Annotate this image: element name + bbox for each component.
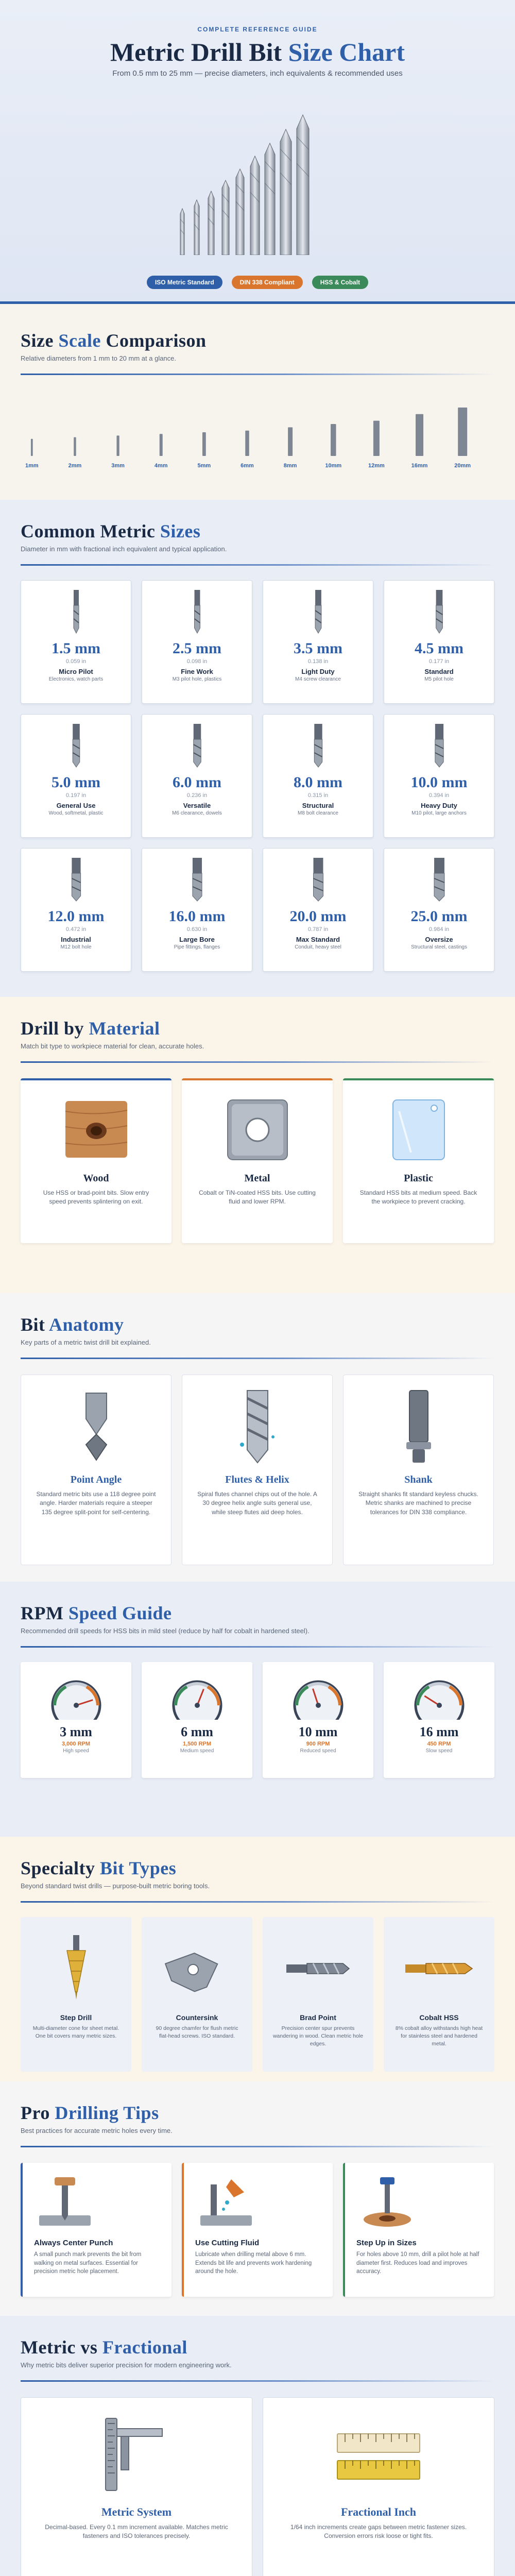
size-inch: 0.472 in	[65, 926, 87, 933]
scale-bit	[198, 432, 211, 469]
drill-bit-icon	[61, 588, 92, 634]
section-title	[21, 1857, 494, 1879]
section-subtitle: Diameter in mm with fractional inch equivalent and typical application.	[21, 545, 227, 553]
drill-bit-icon	[424, 722, 455, 768]
title-accent: Material	[89, 1018, 160, 1039]
specialty-desc: 90 degree chamfer for flush metric flat-head screws. ISO standard.	[156, 2025, 238, 2040]
scale-label: 4mm	[154, 463, 168, 469]
scale-label: 12mm	[368, 463, 385, 469]
compare-desc: 1/64 inch increments create gaps between metric fastener sizes. Conversion errors risk loose or tight fits.	[290, 2523, 467, 2540]
step-up-sizes-icon	[356, 2174, 418, 2231]
size-use: M4 screw clearance	[295, 676, 341, 682]
tip-card-cutting-fluid	[182, 2163, 333, 2297]
tip-name: Step Up in Sizes	[356, 2239, 417, 2247]
speed-gauge-icon	[166, 1673, 228, 1720]
anatomy-section	[0, 1293, 515, 1582]
scale-bit	[241, 431, 254, 469]
size-use: M12 bolt hole	[60, 944, 92, 950]
size-inch: 0.059 in	[65, 658, 87, 665]
size-use: M10 pilot, large anchors	[411, 810, 467, 816]
hero-subtitle: From 0.5 mm to 25 mm — precise diameters, inch equivalents & recommended uses	[112, 69, 403, 78]
specialty-card-countersink	[142, 1917, 252, 2072]
rpm-label: Medium speed	[180, 1748, 214, 1754]
size-inch: 0.138 in	[307, 658, 329, 665]
drill-bit-icon	[61, 722, 92, 768]
size-use: M3 pilot hole, plastics	[172, 676, 222, 682]
size-category: Oversize	[425, 936, 453, 943]
title-word: RPM	[21, 1603, 64, 1623]
specialty-card-brad	[263, 1917, 373, 2072]
size-mm: 10.0 mm	[410, 774, 468, 791]
section-rule	[21, 2380, 494, 2382]
size-category: Heavy Duty	[421, 802, 457, 809]
size-mm: 5.0 mm	[52, 774, 100, 791]
rpm-value: 3,000 RPM	[61, 1741, 91, 1747]
anatomy-desc: Spiral flutes channel chips out of the hole. A 30 degree helix angle suits general use, while steep flutes aid deep holes.	[197, 1490, 317, 1516]
title-word: vs	[80, 2337, 98, 2358]
size-category: Structural	[302, 802, 334, 809]
title-word: Metric	[21, 2337, 76, 2358]
rpm-card	[21, 1662, 131, 1778]
section-title	[21, 1018, 494, 1039]
size-use: Conduit, heavy steel	[295, 944, 341, 950]
drill-bit-icon	[303, 856, 334, 902]
title-word: Common Metric	[21, 521, 156, 541]
size-card-grid	[21, 580, 494, 972]
badge-din: DIN 338 Compliant	[232, 276, 303, 289]
size-mm: 20.0 mm	[289, 908, 347, 925]
size-card	[142, 714, 252, 838]
size-inch: 0.177 in	[428, 658, 450, 665]
size-card	[21, 848, 131, 972]
title-word: Comparison	[106, 330, 207, 351]
badge-iso: ISO Metric Standard	[147, 276, 222, 289]
drill-bit-icon	[424, 588, 455, 634]
specialty-desc: Precision center spur prevents wandering in wood. Clean metric hole edges.	[272, 2025, 364, 2047]
metal-plate-icon	[221, 1096, 294, 1163]
page-title	[0, 37, 515, 67]
title-accent: Speed Guide	[68, 1603, 172, 1623]
material-desc: Use HSS or brad-point bits. Slow entry speed prevents splintering on exit.	[43, 1189, 149, 1206]
section-rule	[21, 1061, 494, 1063]
size-use: M8 bolt clearance	[298, 810, 338, 816]
title-accent: Scale	[58, 330, 101, 351]
section-rule	[21, 374, 494, 375]
point-angle-icon	[65, 1388, 127, 1465]
section-subtitle: Why metric bits deliver superior precision for modern engineering work.	[21, 2361, 232, 2369]
tip-desc: A small punch mark prevents the bit from walking on metal surfaces. Essential for precision metric hole placement.	[34, 2251, 142, 2275]
caliper-icon	[85, 2413, 188, 2496]
title-accent: Drilling Tips	[55, 2103, 159, 2123]
section-title	[21, 2336, 494, 2358]
anatomy-name: Shank	[404, 1474, 433, 1485]
rpm-value: 900 RPM	[306, 1741, 330, 1747]
rpm-size: 16 mm	[419, 1724, 459, 1739]
size-mm: 4.5 mm	[415, 640, 464, 657]
scale-bit	[454, 408, 471, 469]
anatomy-name: Point Angle	[70, 1474, 122, 1485]
specialty-desc: 8% cobalt alloy withstands high heat for stainless steel and hardened metal.	[395, 2025, 483, 2047]
material-section	[0, 997, 515, 1293]
tip-name: Always Center Punch	[34, 2239, 113, 2247]
scale-bit	[284, 427, 297, 469]
specialty-card-cobalt	[384, 1917, 494, 2072]
speed-gauge-icon	[45, 1673, 107, 1720]
section-title	[21, 2102, 494, 2124]
cutting-fluid-icon	[195, 2174, 257, 2231]
tip-card-step-up	[343, 2163, 494, 2297]
countersink-icon	[161, 1933, 233, 2005]
rpm-card-grid	[21, 1662, 494, 1778]
ruler-icon	[327, 2413, 430, 2496]
drill-bit-icon	[61, 856, 92, 902]
size-card	[263, 580, 373, 704]
size-inch: 0.315 in	[307, 792, 329, 799]
size-use: Pipe fittings, flanges	[174, 944, 220, 950]
scale-label: 2mm	[68, 463, 82, 469]
size-mm: 2.5 mm	[173, 640, 221, 657]
title-word: Size	[21, 330, 54, 351]
scale-label: 6mm	[241, 463, 254, 469]
section-subtitle: Recommended drill speeds for HSS bits in mild steel (reduce by half for cobalt in hardened steel).	[21, 1627, 310, 1635]
scale-label: 10mm	[325, 463, 342, 469]
compare-name: Fractional Inch	[340, 2505, 417, 2518]
section-title	[21, 1314, 494, 1335]
title-accent: Sizes	[160, 521, 201, 541]
scale-label: 16mm	[411, 463, 428, 469]
drill-bit-icon	[424, 856, 455, 902]
size-card	[263, 848, 373, 972]
material-desc: Cobalt or TiN-coated HSS bits. Use cutting fluid and lower RPM.	[199, 1189, 316, 1206]
material-card-metal	[182, 1078, 333, 1243]
scale-bit	[68, 437, 82, 469]
rpm-size: 10 mm	[298, 1724, 338, 1739]
plastic-sheet-icon	[383, 1096, 455, 1163]
section-rule	[21, 1358, 494, 1359]
size-scale-section	[0, 304, 515, 500]
speed-gauge-icon	[408, 1673, 470, 1720]
scale-label: 3mm	[111, 463, 125, 469]
common-sizes-section	[0, 500, 515, 997]
tip-card-center-punch	[21, 2163, 171, 2297]
rpm-card	[384, 1662, 494, 1778]
brad-point-icon	[282, 1933, 354, 2005]
hero-badges	[0, 276, 515, 289]
center-punch-icon	[34, 2174, 96, 2231]
section-subtitle: Match bit type to workpiece material for clean, accurate holes.	[21, 1042, 204, 1050]
title-accent: Fractional	[102, 2337, 187, 2358]
section-subtitle: Key parts of a metric twist drill bit explained.	[21, 1338, 151, 1346]
rpm-label: Reduced speed	[300, 1748, 336, 1754]
size-mm: 6.0 mm	[173, 774, 221, 791]
size-card	[142, 848, 252, 972]
rpm-size: 6 mm	[181, 1724, 213, 1739]
section-rule	[21, 2146, 494, 2147]
drill-bit-icon	[303, 722, 334, 768]
size-use: M6 clearance, dowels	[172, 810, 222, 816]
size-category: Light Duty	[301, 668, 335, 675]
size-card	[384, 714, 494, 838]
anatomy-desc: Standard metric bits use a 118 degree point angle. Harder materials require a steeper 135 degree split-point for self-centering.	[36, 1490, 156, 1516]
section-title	[21, 1602, 494, 1624]
wood-block-icon	[60, 1096, 132, 1163]
size-mm: 1.5 mm	[52, 640, 100, 657]
size-use: Electronics, watch parts	[48, 676, 104, 682]
scale-bit	[25, 439, 39, 469]
drill-bit-icon	[303, 588, 334, 634]
rpm-size: 3 mm	[60, 1724, 92, 1739]
badge-hss: HSS & Cobalt	[312, 276, 368, 289]
tip-desc: For holes above 10 mm, drill a pilot hole at half diameter first. Reduces load and improves accuracy.	[356, 2251, 479, 2275]
title-word: Drill by	[21, 1018, 84, 1039]
hero-eyebrow: COMPLETE REFERENCE GUIDE	[197, 26, 318, 33]
size-mm: 16.0 mm	[168, 908, 226, 925]
specialty-card-step	[21, 1917, 131, 2072]
size-use: Wood, softmetal, plastic	[48, 810, 104, 816]
anatomy-card-point	[21, 1375, 171, 1565]
size-inch: 0.197 in	[65, 792, 87, 799]
anatomy-name: Flutes & Helix	[225, 1474, 289, 1485]
compare-card-metric	[21, 2397, 252, 2576]
rpm-section	[0, 1582, 515, 1837]
material-card-plastic	[343, 1078, 494, 1243]
size-card	[142, 580, 252, 704]
specialty-desc: Multi-diameter cone for sheet metal. One bit covers many metric sizes.	[32, 2025, 119, 2040]
title-accent: Anatomy	[49, 1314, 124, 1335]
scale-bit	[368, 421, 385, 469]
material-card-wood	[21, 1078, 171, 1243]
drill-bits-illustration	[170, 106, 345, 255]
step-drill-icon	[40, 1933, 112, 2005]
hero-section	[0, 0, 515, 304]
scale-label: 5mm	[197, 463, 211, 469]
scale-label: 1mm	[25, 463, 39, 469]
title-word: Bit	[21, 1314, 45, 1335]
rpm-card	[142, 1662, 252, 1778]
section-title	[21, 520, 494, 542]
size-inch: 0.630 in	[186, 926, 208, 933]
compare-desc: Decimal-based. Every 0.1 mm increment available. Matches metric fasteners and ISO tolerances precisely.	[45, 2523, 228, 2540]
material-desc: Standard HSS bits at medium speed. Back the workpiece to prevent cracking.	[359, 1189, 477, 1206]
scale-bit	[111, 435, 125, 469]
section-rule	[21, 564, 494, 566]
rpm-card	[263, 1662, 373, 1778]
section-title	[21, 330, 494, 351]
section-subtitle: Beyond standard twist drills — purpose-built metric boring tools.	[21, 1882, 210, 1890]
tips-section	[0, 2081, 515, 2316]
material-name: Metal	[244, 1173, 270, 1184]
size-category: Industrial	[61, 936, 91, 943]
size-card	[384, 580, 494, 704]
size-mm: 3.5 mm	[294, 640, 342, 657]
material-name: Plastic	[404, 1173, 433, 1184]
title-accent: Bit Types	[100, 1858, 177, 1878]
specialty-name: Cobalt HSS	[419, 2013, 459, 2022]
size-category: Standard	[424, 668, 454, 675]
rpm-value: 1,500 RPM	[182, 1741, 212, 1747]
size-card	[21, 714, 131, 838]
size-inch: 0.787 in	[307, 926, 329, 933]
anatomy-desc: Straight shanks fit standard keyless chucks. Metric shanks are machined to precise tolerances for DIN 338 compliance.	[358, 1490, 478, 1516]
scale-bit	[325, 424, 341, 469]
anatomy-card-flutes	[182, 1375, 333, 1565]
size-inch: 0.098 in	[186, 658, 208, 665]
title-part-2: Size Chart	[288, 38, 405, 66]
size-category: General Use	[56, 802, 96, 809]
size-card	[21, 580, 131, 704]
tip-name: Use Cutting Fluid	[195, 2239, 260, 2247]
size-card	[263, 714, 373, 838]
compare-name: Metric System	[101, 2505, 172, 2518]
scale-label: 20mm	[454, 463, 471, 469]
size-use: Structural steel, castings	[411, 944, 467, 950]
rpm-value: 450 RPM	[427, 1741, 451, 1747]
size-use: M5 pilot hole	[424, 676, 454, 682]
scale-label: 8mm	[283, 463, 297, 469]
rpm-label: High speed	[63, 1748, 89, 1754]
speed-gauge-icon	[287, 1673, 349, 1720]
specialty-name: Brad Point	[300, 2013, 336, 2022]
size-mm: 8.0 mm	[294, 774, 342, 791]
compare-section	[0, 2316, 515, 2576]
shank-icon	[388, 1388, 450, 1465]
size-category: Max Standard	[296, 936, 340, 943]
specialty-name: Step Drill	[60, 2013, 92, 2022]
size-category: Micro Pilot	[59, 668, 93, 675]
title-word: Pro	[21, 2103, 50, 2123]
size-category: Versatile	[183, 802, 211, 809]
flutes-helix-icon	[227, 1388, 288, 1465]
size-inch: 0.394 in	[428, 792, 450, 799]
section-rule	[21, 1646, 494, 1648]
section-subtitle: Best practices for accurate metric holes every time.	[21, 2127, 173, 2134]
tip-desc: Lubricate when drilling metal above 6 mm. Extends bit life and prevents work hardening around the hole.	[195, 2251, 312, 2275]
cobalt-hss-icon	[403, 1933, 475, 2005]
size-inch: 0.236 in	[186, 792, 208, 799]
specialty-name: Countersink	[176, 2013, 218, 2022]
drill-bit-icon	[182, 722, 213, 768]
size-mm: 12.0 mm	[47, 908, 105, 925]
compare-card-fractional	[263, 2397, 494, 2576]
title-part-1: Metric Drill Bit	[110, 38, 282, 66]
size-category: Fine Work	[181, 668, 213, 675]
drill-bit-icon	[182, 588, 213, 634]
size-card	[384, 848, 494, 972]
size-category: Large Bore	[179, 936, 215, 943]
size-mm: 25.0 mm	[410, 908, 468, 925]
material-name: Wood	[83, 1173, 109, 1184]
scale-bit	[154, 434, 168, 469]
size-inch: 0.984 in	[428, 926, 450, 933]
section-rule	[21, 1901, 494, 1903]
scale-bit	[411, 414, 428, 469]
rpm-label: Slow speed	[425, 1748, 453, 1754]
section-subtitle: Relative diameters from 1 mm to 20 mm at a glance.	[21, 354, 177, 362]
size-scale-chart	[21, 399, 494, 471]
title-word: Specialty	[21, 1858, 95, 1878]
drill-bit-icon	[182, 856, 213, 902]
anatomy-card-shank	[343, 1375, 494, 1565]
specialty-section	[0, 1837, 515, 2081]
